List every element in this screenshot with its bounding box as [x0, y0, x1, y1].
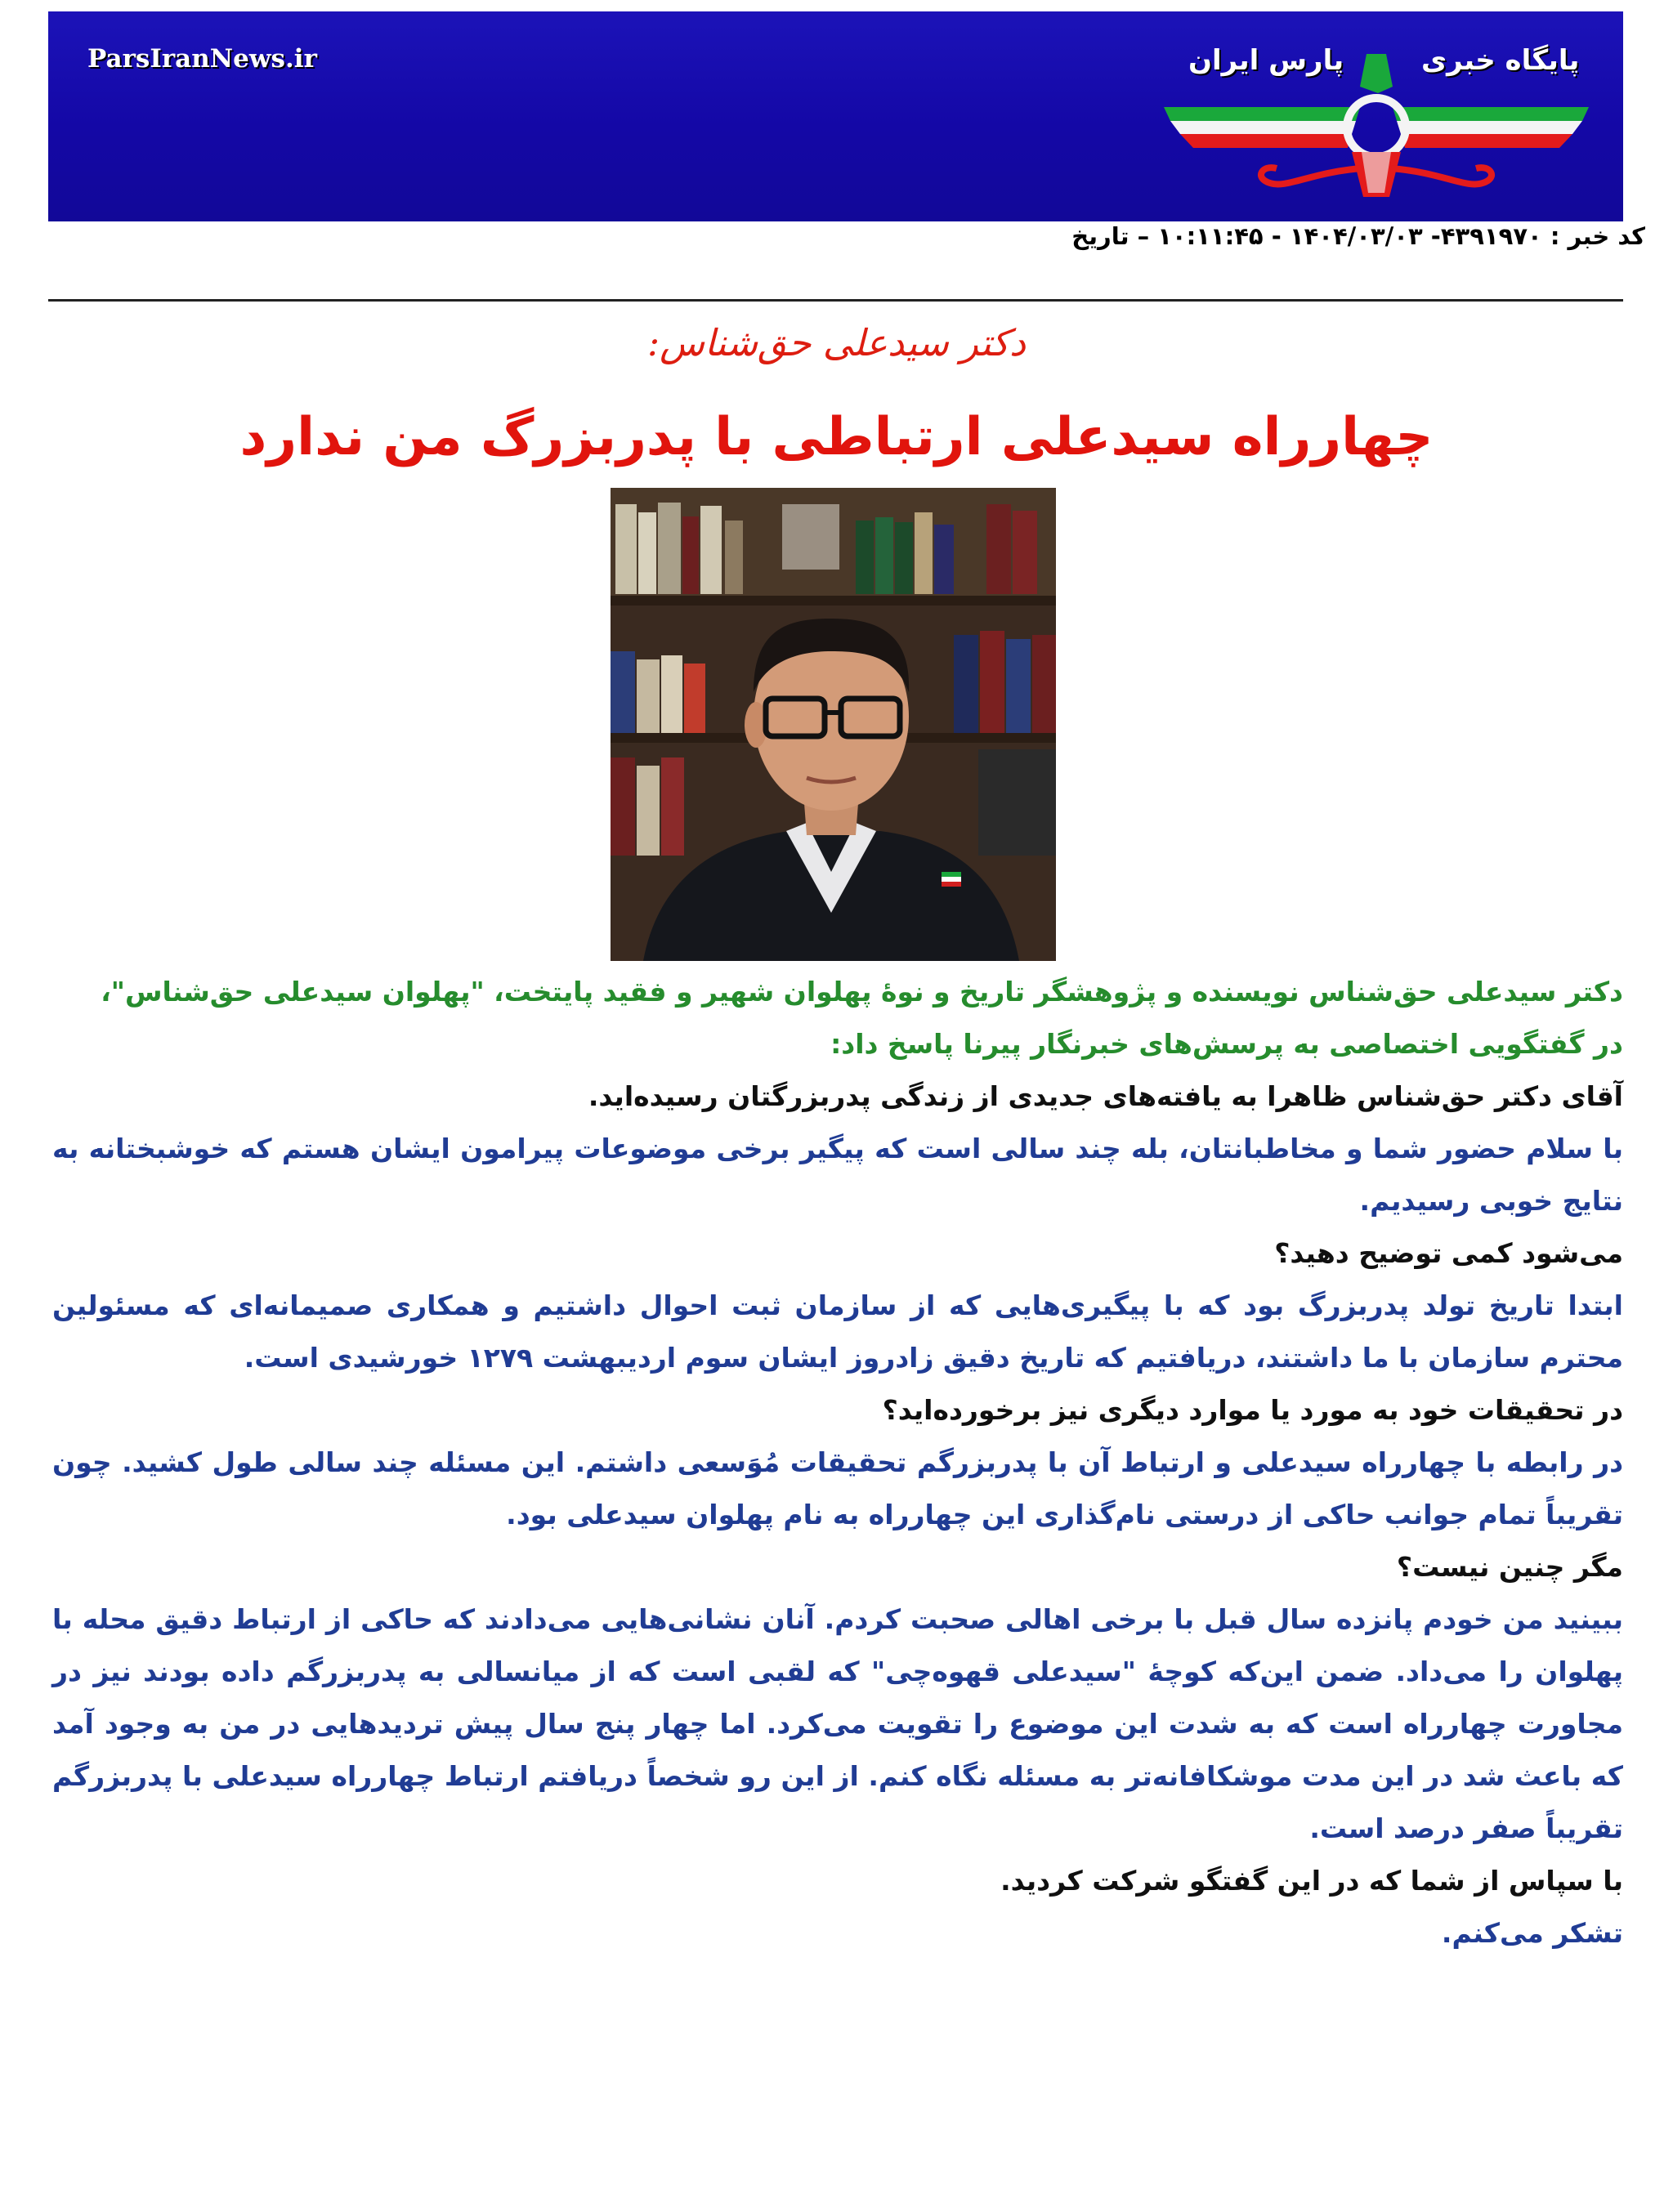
interview-answer-4: ببینید من خودم پانزده سال قبل با برخی اهالی صحبت کردم. آنان نشانی‌هایی می‌دادند که حاکی از ارتباط دقیق محله با پهلوان را می‌داد. ضمن این‌که کوچهٔ "سیدعلی قهوه‌چی" که لقبی است که از میانسالی به پدربزرگم داده بودند نیز در مجاورت چهارراه است که به شدت این موضوع را تقویت می‌کرد. اما چهار پنج سال پیش تردیدهایی در من به وجود آمد که باعث شد در این مدت موشکافانه‌تر به مسئله نگاه کنم. از این رو شخصاً دریافتم ارتباط چهارراه سیدعلی با پدربزرگم تقریباً صفر درصد است.	[52, 1603, 1623, 1844]
article-lead-line-1: دکتر سیدعلی حق‌شناس نویسنده و پژوهشگر تاریخ و نوهٔ پهلوان شهیر و فقید پایتخت، "پهلوان سیدعلی حق‌شناس"،	[101, 976, 1623, 1008]
banner-label-news-base: پایگاه خبری	[1421, 44, 1580, 77]
interview-answer-1: با سلام حضور شما و مخاطبانتان، بله چند سالی است که پیگیر برخی موضوعات پیرامون ایشان هستم که خوشبختانه به نتایج خوبی رسیدیم.	[52, 1133, 1623, 1217]
interview-answer-3: در رابطه با چهارراه سیدعلی و ارتباط آن با پدربزرگم تحقیقات مُوَسعی داشتم. این مسئله چند سالی طول کشید. چون تقریباً تمام جوانب حاکی از درستی نام‌گذاری این چهارراه به نام پهلوان سیدعلی بود.	[52, 1446, 1623, 1531]
article-body	[52, 966, 1623, 1960]
news-meta: کد خبر : ۴۳۹۱۹۷۰- ۱۴۰۴/۰۳/۰۳ - ۱۰:۱۱:۴۵ – تاریخ	[1071, 222, 1645, 250]
article-lead-line-2: در گفتگویی اختصاصی به پرسش‌های خبرنگار پیرنا پاسخ داد:	[830, 1028, 1623, 1060]
divider	[48, 299, 1623, 302]
article-subtitle: دکتر سیدعلی حق‌شناس:	[646, 321, 1027, 364]
interview-question-2: می‌شود کمی توضیح دهید؟	[1274, 1237, 1623, 1269]
interview-question-5: با سپاس از شما که در این گفتگو شرکت کردید.	[1000, 1865, 1623, 1897]
interviewee-photo	[611, 488, 1056, 961]
site-url[interactable]: ParsIranNews.ir	[87, 44, 317, 74]
interview-question-1: آقای دکتر حق‌شناس ظاهرا به یافته‌های جدیدی از زندگی پدربزرگتان رسیده‌اید.	[588, 1080, 1623, 1112]
banner-label-pars-iran: پارس ایران	[1188, 44, 1344, 77]
interview-question-4: مگر چنین نیست؟	[1396, 1551, 1623, 1583]
article-headline: چهارراه سیدعلی ارتباطی با پدربزرگ من ندارد	[239, 407, 1434, 467]
interview-question-3: در تحقیقات خود به مورد یا موارد دیگری نیز برخورده‌اید؟	[882, 1394, 1623, 1426]
interview-answer-2: ابتدا تاریخ تولد پدربزرگ بود که با پیگیری‌هایی که از سازمان ثبت احوال داشتیم و همکاری صمیمانه‌ای که مسئولین محترم سازمان با ما داشتند، دریافتیم که تاریخ دقیق زادروز ایشان سوم اردیبهشت ۱۲۷۹ خورشیدی است.	[52, 1289, 1623, 1374]
site-banner	[48, 11, 1623, 221]
interview-answer-5: تشکر می‌کنم.	[1441, 1917, 1623, 1949]
